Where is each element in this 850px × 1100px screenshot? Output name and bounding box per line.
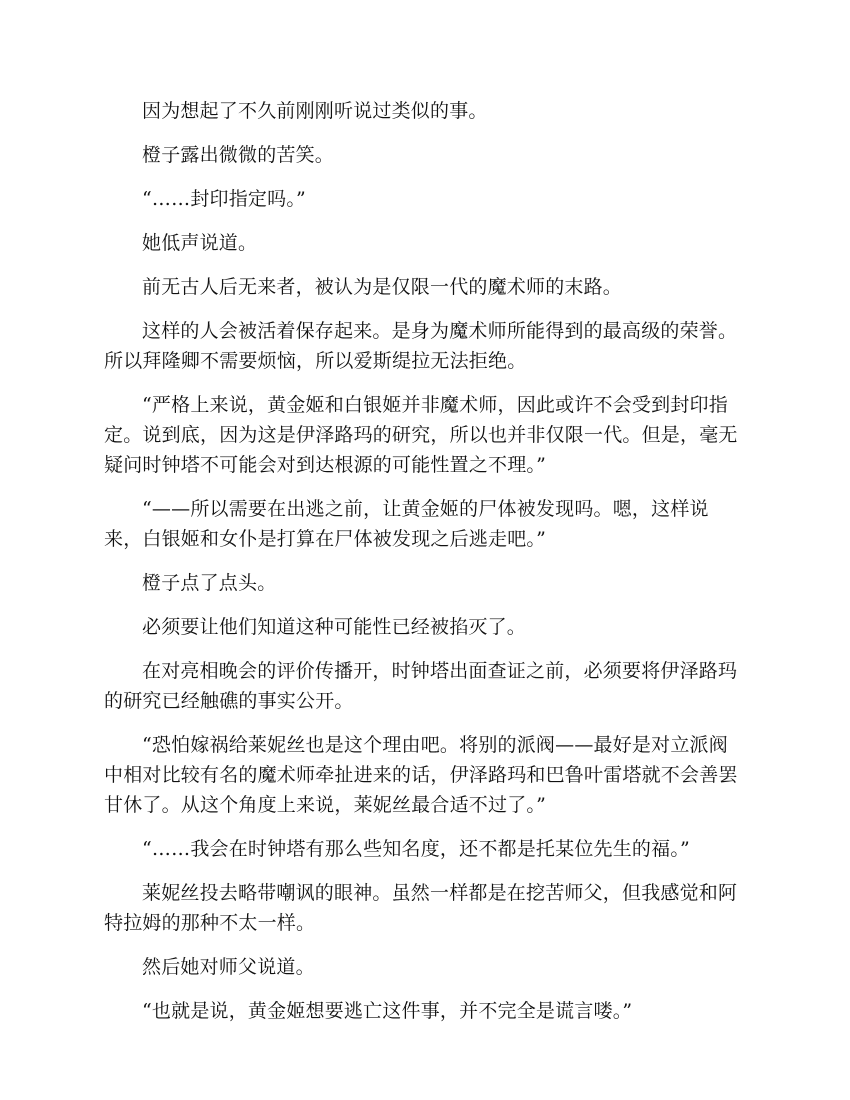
paragraph: 前无古人后无来者，被认为是仅限一代的魔术师的末路。 xyxy=(142,276,623,298)
paragraph: 然后她对师父说道。 xyxy=(142,956,315,978)
paragraph: 橙子露出微微的苦笑。 xyxy=(142,144,335,166)
paragraph: “恐怕嫁祸给莱妮丝也是这个理由吧。将别的派阀——最好是对立派阀中相对比较有名的魔术师牵扯进来的话，伊泽路玛和巴鲁叶雷塔就不会善罢甘休了。从这个角度上来说，莱妮丝最合适不过了。” xyxy=(104,734,738,816)
paragraph: “……封印指定吗。” xyxy=(142,188,306,210)
paragraph: 因为想起了不久前刚刚听说过类似的事。 xyxy=(142,100,488,122)
paragraph: “严格上来说，黄金姬和白银姬并非魔术师，因此或许不会受到封印指定。说到底，因为这是伊泽路玛的研究，所以也并非仅限一代。但是，毫无疑问时钟塔不可能会对到达根源的可能性置之不理。” xyxy=(104,394,738,476)
paragraph: 这样的人会被活着保存起来。是身为魔术师所能得到的最高级的荣誉。所以拜隆卿不需要烦恼，所以爱斯缇拉无法拒绝。 xyxy=(104,320,738,372)
paragraph: 在对亮相晚会的评价传播开，时钟塔出面查证之前，必须要将伊泽路玛的研究已经触礁的事实公开。 xyxy=(104,660,738,712)
paragraph: 她低声说道。 xyxy=(142,232,258,254)
paragraph: 橙子点了点头。 xyxy=(142,572,277,594)
paragraph: “——所以需要在出逃之前，让黄金姬的尸体被发现吗。嗯，这样说来，白银姬和女仆是打算在尸体被发现之后逃走吧。” xyxy=(104,498,709,550)
paragraph: 莱妮丝投去略带嘲讽的眼神。虽然一样都是在挖苦师父，但我感觉和阿特拉姆的那种不太一样。 xyxy=(104,882,738,934)
body-text xyxy=(104,96,746,1040)
paragraph: “……我会在时钟塔有那么些知名度，还不都是托某位先生的福。” xyxy=(142,838,690,860)
paragraph: 必须要让他们知道这种可能性已经被掐灭了。 xyxy=(142,616,527,638)
paragraph: “也就是说，黄金姬想要逃亡这件事，并不完全是谎言喽。” xyxy=(142,1000,633,1022)
